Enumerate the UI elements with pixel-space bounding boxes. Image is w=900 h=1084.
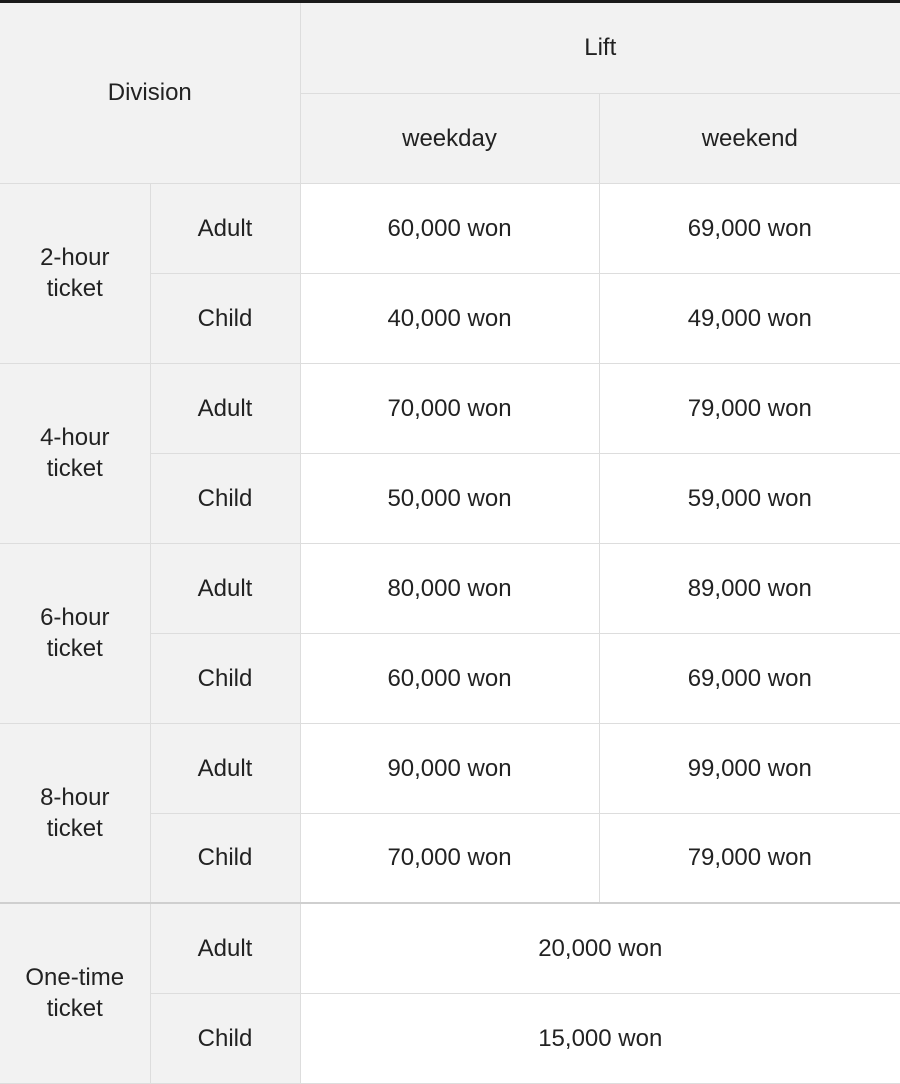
weekday-price-cell: 40,000 won [300,273,599,363]
weekday-price-cell: 90,000 won [300,723,599,813]
ticket-group-label: 6-hour ticket [0,543,150,723]
table-row [0,543,900,633]
weekend-price-cell: 79,000 won [599,813,900,903]
ticket-type-cell: Child [150,273,300,363]
weekend-price-cell: 69,000 won [599,183,900,273]
ticket-type-cell: Adult [150,363,300,453]
ticket-group-label: One-time ticket [0,903,150,1083]
ticket-type-cell: Child [150,453,300,543]
table-row [0,903,900,993]
ticket-group-label: 4-hour ticket [0,363,150,543]
ticket-type-cell: Child [150,993,300,1083]
ticket-type-cell: Adult [150,903,300,993]
weekday-header: weekday [300,93,599,183]
weekend-price-cell: 89,000 won [599,543,900,633]
ticket-group-label: 2-hour ticket [0,183,150,363]
weekend-price-cell: 49,000 won [599,273,900,363]
division-header: Division [0,3,300,183]
ticket-group-label: 8-hour ticket [0,723,150,903]
lift-ticket-price-table [0,3,900,1084]
weekend-header: weekend [599,93,900,183]
header-row-top [0,3,900,93]
flat-price-cell: 15,000 won [300,993,900,1083]
weekday-price-cell: 80,000 won [300,543,599,633]
table-row [0,183,900,273]
table-row [0,723,900,813]
weekend-price-cell: 99,000 won [599,723,900,813]
weekday-price-cell: 50,000 won [300,453,599,543]
lift-header: Lift [300,3,900,93]
ticket-type-cell: Adult [150,183,300,273]
weekend-price-cell: 79,000 won [599,363,900,453]
ticket-type-cell: Child [150,633,300,723]
ticket-type-cell: Adult [150,543,300,633]
table-row [0,363,900,453]
weekday-price-cell: 60,000 won [300,183,599,273]
weekday-price-cell: 70,000 won [300,813,599,903]
flat-price-cell: 20,000 won [300,903,900,993]
weekend-price-cell: 69,000 won [599,633,900,723]
ticket-type-cell: Adult [150,723,300,813]
weekday-price-cell: 70,000 won [300,363,599,453]
weekend-price-cell: 59,000 won [599,453,900,543]
ticket-type-cell: Child [150,813,300,903]
weekday-price-cell: 60,000 won [300,633,599,723]
